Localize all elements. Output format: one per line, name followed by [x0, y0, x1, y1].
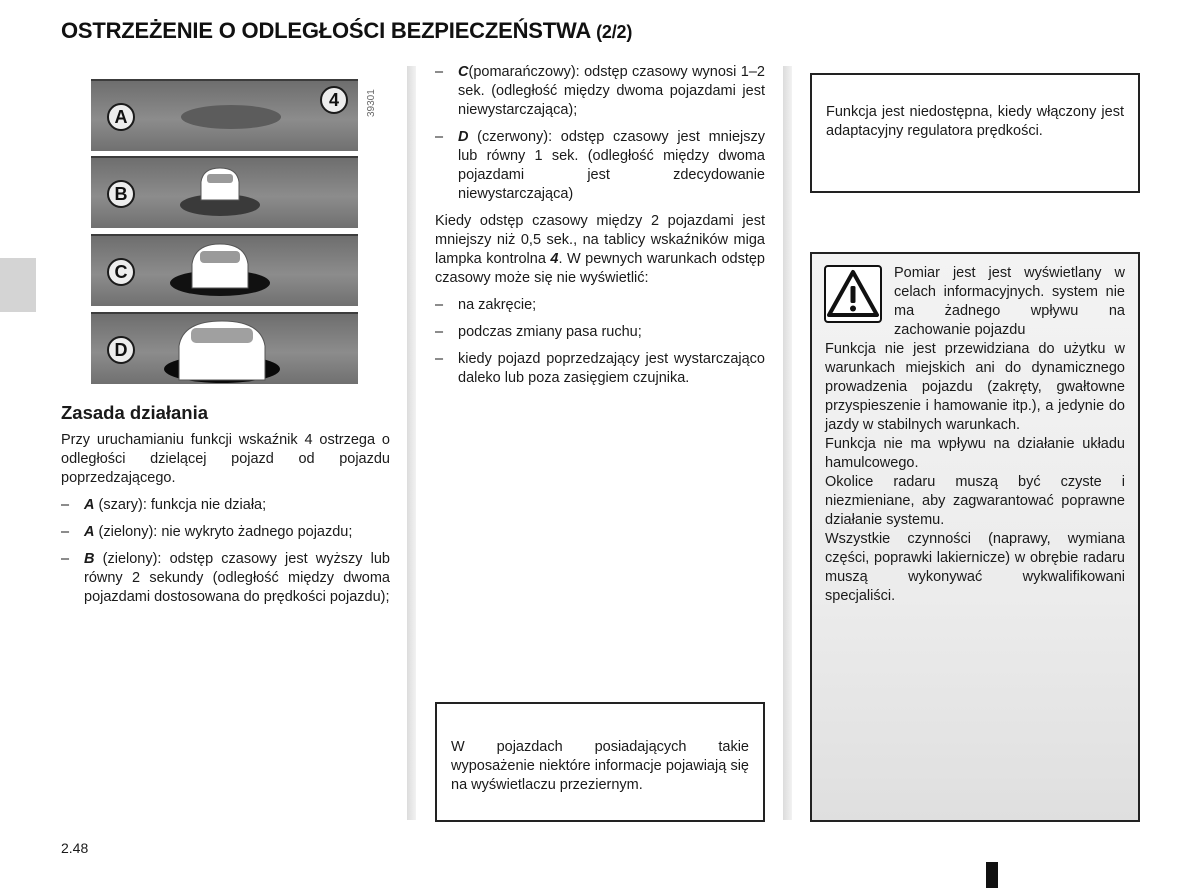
- left-column: [61, 403, 390, 615]
- hud-note-text: W pojazdach posiadających takie wyposażenie niektóre informacje pojawiają się na wyświetlaczu przeziernym.: [451, 739, 749, 793]
- list-text: (szary): funkcja nie działa;: [94, 497, 267, 513]
- page-title-text: OSTRZEŻENIE O ODLEGŁOŚCI BEZPIECZEŃSTWA: [61, 18, 591, 43]
- list-dash: –: [61, 524, 70, 540]
- corner-mark: [986, 862, 998, 888]
- acc-info-text: Funkcja jest niedostępna, kiedy włączony jest adaptacyjny regulatora prędkości.: [826, 104, 1124, 139]
- figure-panel-d: [91, 312, 358, 384]
- intro-paragraph: Przy uruchamianiu funkcji wskaźnik 4 ostrzega o odległości dzielącej pojazd od pojazdu poprzedzającego.: [61, 432, 390, 486]
- list-text: (zielony): odstęp czasowy jest wyższy lub równy 2 sekundy (odległość między dwoma pojazdami dostosowana do prędkości pojazdu);: [84, 551, 390, 605]
- hud-note-box: [435, 702, 765, 822]
- warning-triangle-icon: [824, 265, 882, 323]
- car-large-icon: [91, 314, 358, 392]
- indicator-number-badge: 4: [320, 86, 348, 114]
- list-text: na zakręcie;: [458, 297, 537, 313]
- list-item: [61, 523, 390, 542]
- warning-paragraph: Funkcja nie ma wpływu na działanie układu hamulcowego.: [825, 436, 1125, 471]
- figure-panel-a: [91, 79, 358, 151]
- list-item: [61, 550, 390, 607]
- warning-lead: Pomiar jest jest wyświetlany w celach informacyjnych. system nie ma żadnego wpływu na zachowanie pojazdu: [894, 265, 1125, 338]
- list-text: podczas zmiany pasa ruchu;: [458, 324, 642, 340]
- page-title-part: (2/2): [596, 22, 633, 42]
- list-text: kiedy pojazd poprzedzający jest wystarczająco daleko lub poza zasięgiem czujnika.: [458, 351, 765, 386]
- warning-paragraph: Wszystkie czynności (naprawy, wymiana części, poprawki lakiernicze) w obrębie radaru muszą wykonywać wykwalifikowani specjaliści.: [825, 531, 1125, 604]
- blink-text-start: Kiedy odstęp czasowy między 2 pojazdami jest mniejszy niż 0,5 sek., na tablicy wskaźników miga lampka kontrolna: [435, 213, 765, 267]
- panel-label-c: C: [107, 258, 135, 286]
- list-item: [61, 496, 390, 515]
- list-item: [435, 323, 765, 342]
- list-item: [435, 296, 765, 315]
- section-tab: [0, 258, 36, 312]
- list-text: (zielony): nie wykryto żadnego pojazdu;: [94, 524, 353, 540]
- figure-panel-c: [91, 234, 358, 306]
- column-divider: [407, 66, 416, 820]
- panel-label-a: A: [107, 103, 135, 131]
- figure-code: 39301: [366, 89, 377, 117]
- list-item: [435, 350, 765, 388]
- list-dash: –: [61, 551, 70, 567]
- car-small-icon: [91, 158, 358, 230]
- list-dash: –: [435, 351, 444, 367]
- middle-column: [435, 63, 765, 396]
- list-dash: –: [61, 497, 70, 513]
- blink-paragraph: [435, 212, 765, 288]
- list-dash: –: [435, 297, 444, 313]
- page-number: 2.48: [61, 840, 89, 856]
- car-medium-icon: [91, 236, 358, 308]
- figure-panel-b: [91, 156, 358, 228]
- list-key: A: [84, 524, 95, 540]
- list-key: A: [84, 497, 95, 513]
- list-key: B: [84, 551, 95, 567]
- list-key: D: [458, 129, 469, 145]
- page-title: [61, 18, 632, 44]
- warning-box: [810, 252, 1140, 822]
- list-dash: –: [435, 64, 444, 80]
- list-dash: –: [435, 324, 444, 340]
- list-dash: –: [435, 129, 444, 145]
- panel-label-d: D: [107, 336, 135, 364]
- list-item: [435, 128, 765, 204]
- warning-paragraph: Okolice radaru muszą być czyste i niezmieniane, aby zagwarantować poprawne działanie systemu.: [825, 474, 1125, 528]
- warning-paragraph: Funkcja nie jest przewidziana do użytku w warunkach miejskich ani do dynamicznego prowadzenia pojazdu (zakręty, gwałtowne przyspieszenie i hamowanie itp.), a jedynie do jazdy w stabilnych warunkach.: [825, 341, 1125, 433]
- list-item: [435, 63, 765, 120]
- distance-indicator-figure: [91, 79, 358, 390]
- grey-zone-shadow-icon: [91, 81, 358, 153]
- blink-key: 4: [550, 251, 559, 267]
- list-text: (czerwony): odstęp czasowy jest mniejszy lub równy 1 sek. (odległość między dwoma pojazdami jest zdecydowanie niewystarczająca): [458, 129, 765, 202]
- section-heading: Zasada działania: [61, 402, 209, 423]
- acc-info-box: [810, 73, 1140, 193]
- list-text: (pomarańczowy): odstęp czasowy wynosi 1–2 sek. (odległość między dwoma pojazdami jest niewystarczająca);: [458, 64, 765, 118]
- panel-label-b: B: [107, 180, 135, 208]
- column-divider: [783, 66, 792, 820]
- list-key: C: [458, 64, 469, 80]
- blink-text-end: . W pewnych warunkach odstęp czasowy może się nie wyświetlić:: [435, 251, 765, 286]
